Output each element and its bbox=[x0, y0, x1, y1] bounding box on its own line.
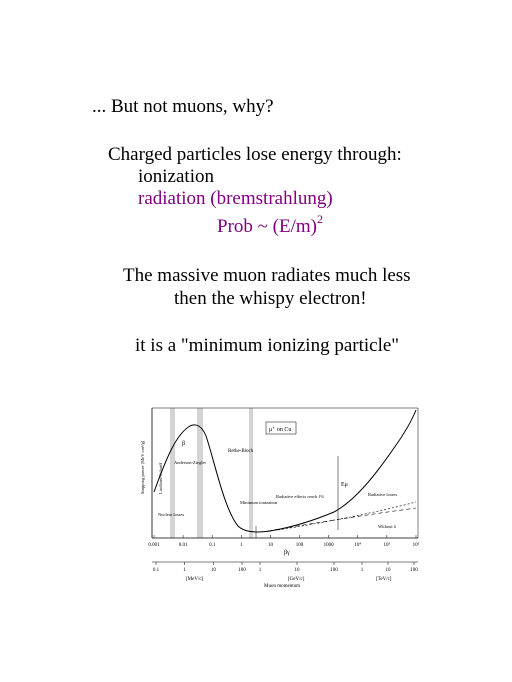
beta-gamma-label: βγ bbox=[284, 550, 290, 556]
anderson-label: Anderson-Ziegler bbox=[174, 460, 206, 465]
beta-gamma-tick-label: 10⁴ bbox=[354, 543, 362, 548]
probability-line bbox=[217, 213, 323, 236]
charged-particles-line: Charged particles lose energy through: bbox=[108, 144, 402, 165]
lindhard-label: Lindhard-Scharff bbox=[158, 462, 163, 494]
radiative-losses-label: Radiative losses bbox=[368, 492, 398, 497]
momentum-gev-tick-label: 10 bbox=[294, 568, 300, 573]
beta-gamma-tick-label: 0.001 bbox=[148, 543, 160, 548]
momentum-mev-tick-label: 100 bbox=[238, 568, 246, 573]
beta-gamma-tick-label: 1000 bbox=[323, 543, 334, 548]
y-axis-label: Stopping power [MeV cm²/g] bbox=[140, 440, 145, 494]
beta-gamma-ticks bbox=[148, 535, 419, 548]
beta-gamma-tick-label: 1 bbox=[240, 543, 243, 548]
probability-exponent: 2 bbox=[317, 212, 323, 226]
beta-gamma-tick-label: 100 bbox=[295, 543, 304, 548]
beta-gamma-tick-label: 0.1 bbox=[209, 543, 216, 548]
massive-muon-line: The massive muon radiates much less bbox=[123, 265, 411, 286]
unit-gev: [GeV/c] bbox=[288, 577, 305, 582]
momentum-mev-tick-label: 1 bbox=[183, 568, 186, 573]
momentum-tev-tick-label: 100 bbox=[410, 568, 418, 573]
beta-gamma-tick-label: 10 bbox=[267, 543, 273, 548]
unit-tev: [TeV/c] bbox=[376, 577, 392, 582]
momentum-mev-tick-label: 10 bbox=[210, 568, 216, 573]
momentum-gev-tick-label: 1 bbox=[258, 568, 262, 573]
beta-gamma-tick-label: 10⁵ bbox=[383, 543, 391, 548]
beta-gamma-tick-label: 0.01 bbox=[178, 543, 188, 548]
shaded-band-3 bbox=[249, 408, 253, 538]
momentum-tev-tick-label: 10 bbox=[385, 568, 391, 573]
ionization-line: ionization bbox=[138, 166, 214, 187]
minimum-label: Minimum ionization bbox=[240, 500, 278, 505]
beta-label: β bbox=[182, 441, 186, 447]
radiative-effects-label: Radiative effects reach 1% bbox=[276, 494, 325, 499]
material-label: μ⁺ on Cu bbox=[269, 427, 292, 433]
shaded-band-1 bbox=[170, 408, 175, 538]
intro-line: ... But not muons, why? bbox=[92, 96, 274, 117]
without-delta-label: Without δ bbox=[378, 524, 396, 529]
probability-base: Prob ~ (E/m) bbox=[217, 216, 317, 237]
beta-gamma-tick-label: 10⁶ bbox=[412, 543, 420, 548]
e-mu-label: Eμ bbox=[341, 482, 348, 488]
nuclear-label: Nuclear losses bbox=[158, 512, 185, 517]
momentum-tev-tick-label: 1 bbox=[360, 568, 364, 573]
momentum-ticks bbox=[153, 562, 418, 573]
stopping-power-figure bbox=[138, 404, 420, 590]
unit-mev: [MeV/c] bbox=[186, 577, 204, 582]
momentum-label: Muon momentum bbox=[264, 584, 300, 589]
minimum-ionizing-line: it is a "minimum ionizing particle" bbox=[135, 335, 400, 356]
bethe-label: Bethe-Bloch bbox=[228, 449, 254, 454]
momentum-mev-tick-label: 0.1 bbox=[152, 568, 160, 573]
radiation-line: radiation (bremstrahlung) bbox=[138, 188, 333, 209]
momentum-gev-tick-label: 100 bbox=[330, 568, 338, 573]
whispy-electron-line: then the whispy electron! bbox=[174, 288, 367, 309]
